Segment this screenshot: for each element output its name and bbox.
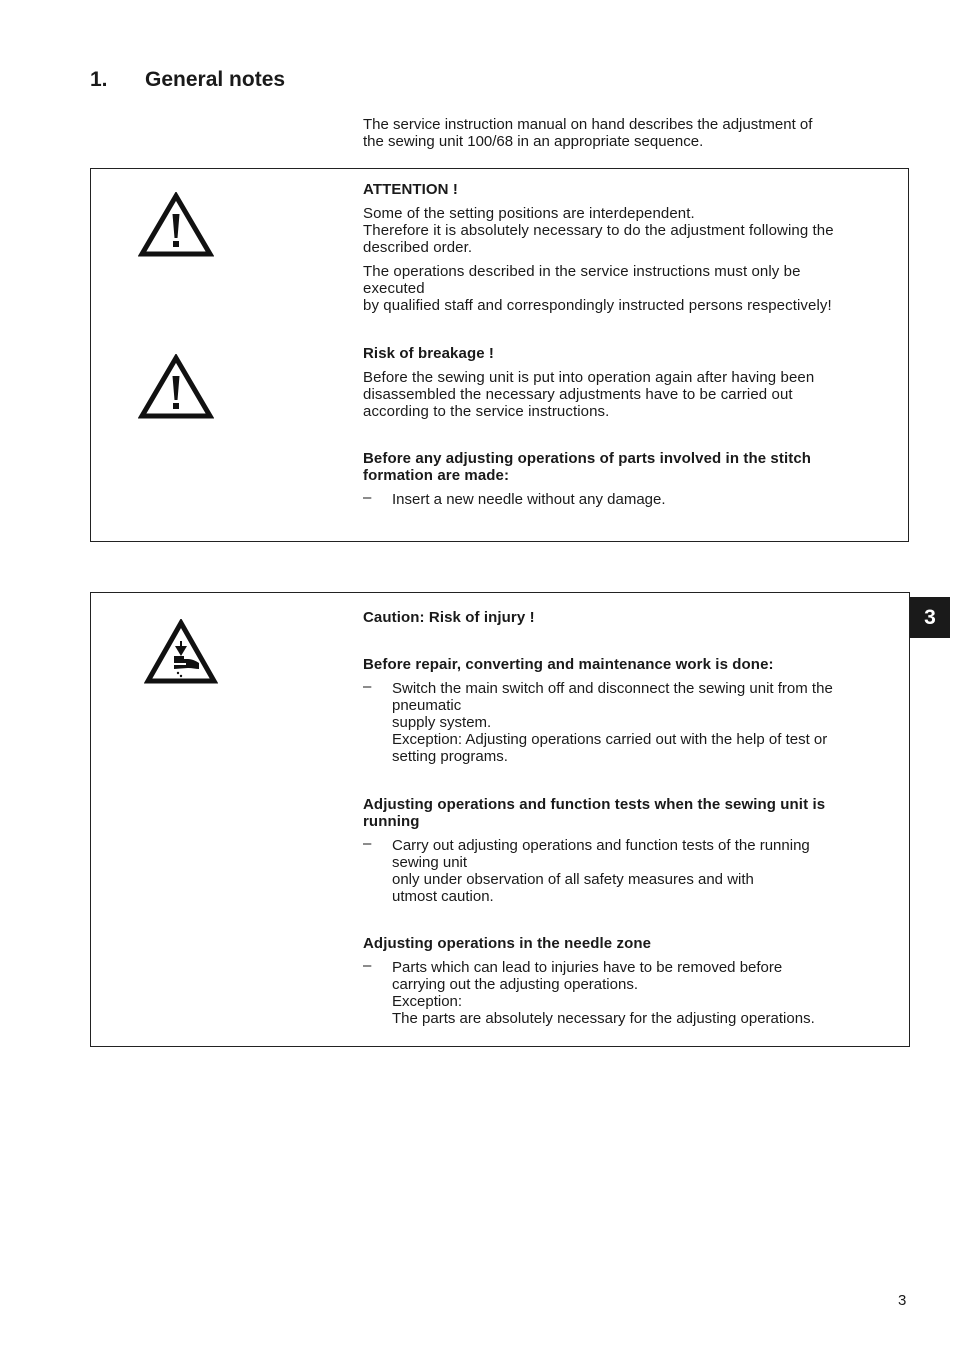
text-line: carrying out the adjusting operations. xyxy=(392,976,638,993)
caution-heading: Caution: Risk of injury ! xyxy=(363,609,535,626)
text-line: formation are made: xyxy=(363,467,510,484)
running-heading xyxy=(363,796,908,830)
attention-heading: ATTENTION ! xyxy=(363,181,458,198)
attention-paragraph-2 xyxy=(363,263,908,314)
text-line: pneumatic xyxy=(392,697,462,714)
text-line: Insert a new needle without any damage. xyxy=(392,491,666,508)
repair-heading: Before repair, converting and maintenance work is done: xyxy=(363,656,774,673)
breakage-paragraph xyxy=(363,369,908,420)
page-number: 3 xyxy=(898,1292,907,1309)
text-line: Some of the setting positions are interdependent. xyxy=(363,205,695,222)
hand-injury-warning-icon xyxy=(144,619,218,685)
text-line: only under observation of all safety measures and with xyxy=(392,871,754,888)
bullet-item xyxy=(363,959,908,1027)
text-line: disassembled the necessary adjustments have to be carried out xyxy=(363,386,793,403)
text-line: Adjusting operations and function tests when the sewing unit is xyxy=(363,796,826,813)
text-line: supply system. xyxy=(392,714,492,731)
bullet-dash: – xyxy=(363,678,372,695)
text-line: Before the sewing unit is put into operation again after having been xyxy=(363,369,815,386)
intro-line: The service instruction manual on hand describes the adjustment of xyxy=(363,116,813,133)
injury-caution-box xyxy=(90,592,910,1047)
text-line: The parts are absolutely necessary for the adjusting operations. xyxy=(392,1010,815,1027)
breakage-heading: Risk of breakage ! xyxy=(363,345,495,362)
section-heading xyxy=(90,68,285,92)
bullet-dash: – xyxy=(363,957,372,974)
text-line: described order. xyxy=(363,239,473,256)
text-line: Switch the main switch off and disconnect the sewing unit from the xyxy=(392,680,833,697)
attention-notice-box xyxy=(90,168,909,542)
bullet-dash: – xyxy=(363,489,372,506)
text-line: The operations described in the service instructions must only be xyxy=(363,263,801,280)
chapter-tab-marker: 3 xyxy=(910,597,950,638)
bullet-dash: – xyxy=(363,835,372,852)
text-line: running xyxy=(363,813,420,830)
needle-zone-heading: Adjusting operations in the needle zone xyxy=(363,935,652,952)
text-line: Parts which can lead to injuries have to be removed before xyxy=(392,959,783,976)
text-line: utmost caution. xyxy=(392,888,494,905)
text-line: Therefore it is absolutely necessary to do the adjustment following the xyxy=(363,222,834,239)
section-title: General notes xyxy=(145,68,286,91)
bullet-item xyxy=(363,680,908,765)
text-line: sewing unit xyxy=(392,854,468,871)
warning-triangle-icon xyxy=(138,354,214,420)
text-line: Carry out adjusting operations and function tests of the running xyxy=(392,837,810,854)
section-number: 1. xyxy=(90,68,108,91)
text-line: Exception: xyxy=(392,993,463,1010)
text-line: according to the service instructions. xyxy=(363,403,610,420)
text-line: Before any adjusting operations of parts involved in the stitch xyxy=(363,450,812,467)
bullet-item xyxy=(363,837,908,905)
intro-paragraph xyxy=(363,116,903,150)
text-line: executed xyxy=(363,280,425,297)
attention-paragraph-1 xyxy=(363,205,908,256)
intro-line: the sewing unit 100/68 in an appropriate sequence. xyxy=(363,133,704,150)
text-line: setting programs. xyxy=(392,748,508,765)
text-line: by qualified staff and correspondingly instructed persons respectively! xyxy=(363,297,832,314)
warning-triangle-icon xyxy=(138,192,214,258)
stitch-heading xyxy=(363,450,908,484)
bullet-item xyxy=(363,491,908,508)
text-line: Exception: Adjusting operations carried out with the help of test or xyxy=(392,731,828,748)
